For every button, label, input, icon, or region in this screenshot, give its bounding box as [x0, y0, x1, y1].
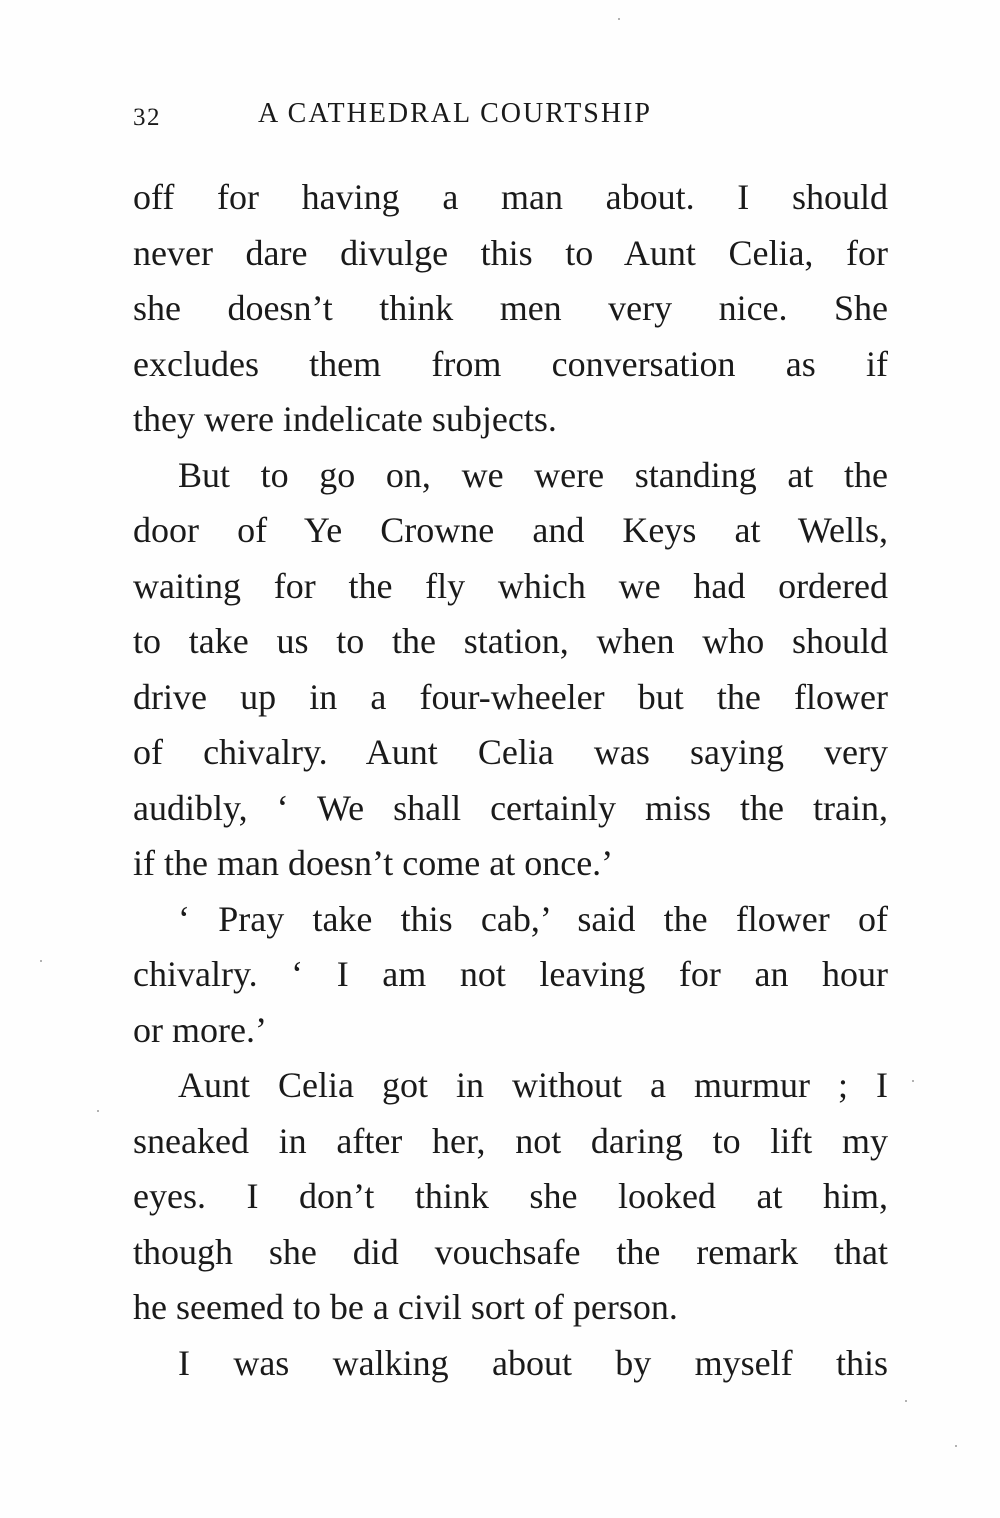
text-line: he seemed to be a civil sort of person.	[133, 1287, 678, 1327]
text-line: door of Ye Crowne and Keys at Wells,	[133, 510, 888, 550]
text-line: sneaked in after her, not daring to lift my	[133, 1120, 888, 1161]
scan-speck	[912, 1080, 914, 1082]
text-line: of chivalry. Aunt Celia was saying very	[133, 732, 888, 772]
text-line: though she did vouchsafe the remark that	[133, 1231, 888, 1272]
text-line: chivalry. ‘ I am not leaving for an hour	[133, 954, 888, 994]
body-text	[133, 170, 888, 1391]
text-line: audibly, ‘ We shall certainly miss the train,	[133, 787, 888, 828]
paragraph-first-line: I was walking about by myself this	[178, 1342, 888, 1383]
paragraph-first-line: But to go on, we were standing at the	[178, 454, 888, 495]
text-line: or more.’	[133, 1009, 267, 1050]
text-line: if the man doesn’t come at once.’	[133, 843, 614, 883]
scan-speck	[40, 960, 42, 962]
text-line: she doesn’t think men very nice. She	[133, 288, 888, 328]
text-line: off for having a man about. I should	[133, 177, 888, 217]
paragraph-first-line: ‘ Pray take this cab,’ said the flower of	[178, 898, 888, 939]
scan-speck	[955, 1445, 957, 1447]
scan-speck	[905, 1400, 907, 1402]
text-line: drive up in a four-wheeler but the flower	[133, 676, 888, 717]
text-line: to take us to the station, when who should	[133, 621, 888, 661]
text-line: excludes them from conversation as if	[133, 343, 888, 384]
running-head	[133, 98, 893, 138]
running-title: A CATHEDRAL COURTSHIP	[258, 98, 652, 129]
text-line: waiting for the fly which we had ordered	[133, 565, 888, 606]
text-line: eyes. I don’t think she looked at him,	[133, 1176, 888, 1216]
page-number: 32	[133, 104, 161, 131]
paragraph-first-line: Aunt Celia got in without a murmur ; I	[178, 1065, 888, 1105]
text-line: never dare divulge this to Aunt Celia, for	[133, 232, 888, 273]
scan-speck	[618, 18, 620, 20]
scan-speck	[97, 1110, 99, 1112]
text-line: they were indelicate subjects.	[133, 399, 557, 439]
